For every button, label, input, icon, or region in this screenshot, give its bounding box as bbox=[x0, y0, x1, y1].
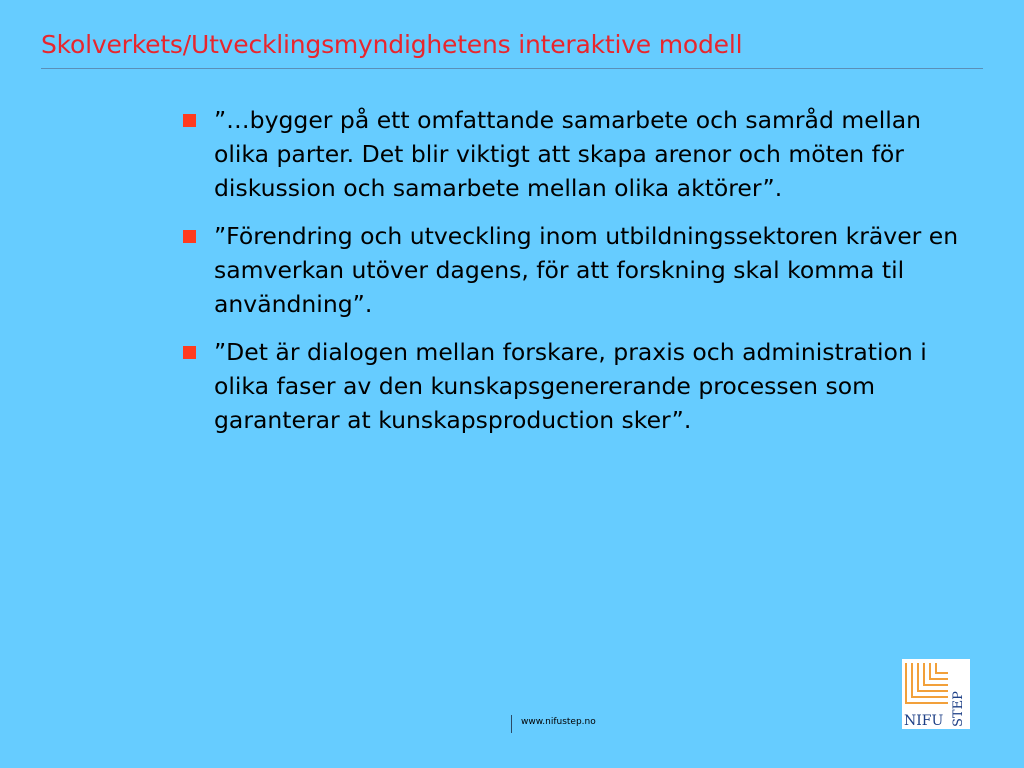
bullet-text: ”Förendring och utveckling inom utbildningssektoren kräver en samverkan utöver dagens, för att forskning skal komma til användning”. bbox=[214, 222, 959, 318]
logo-text-step: STEP bbox=[951, 691, 966, 727]
nifu-step-logo bbox=[902, 659, 970, 729]
title-underline bbox=[41, 68, 983, 69]
footer-url[interactable]: www.nifustep.no bbox=[521, 717, 596, 727]
bullet-item bbox=[182, 103, 972, 205]
bullet-marker bbox=[183, 230, 196, 243]
bullet-list bbox=[182, 103, 972, 451]
bullet-text: ”…bygger på ett omfattande samarbete och samråd mellan olika parter. Det blir viktigt att skapa arenor och möten för diskussion och samarbete mellan olika aktörer”. bbox=[214, 106, 922, 202]
logo-text-nifu: NIFU bbox=[904, 713, 944, 729]
bullet-text: ”Det är dialogen mellan forskare, praxis och administration i olika faser av den kunskapsgenererande processen som garanterar at kunskapsproduction sker”. bbox=[214, 338, 927, 434]
bullet-marker bbox=[183, 346, 196, 359]
bullet-item bbox=[182, 219, 972, 321]
bullet-item bbox=[182, 335, 972, 437]
bullet-marker bbox=[183, 114, 196, 127]
footer-divider bbox=[511, 715, 512, 733]
slide-title: Skolverkets/Utvecklingsmyndighetens interaktive modell bbox=[41, 30, 743, 59]
